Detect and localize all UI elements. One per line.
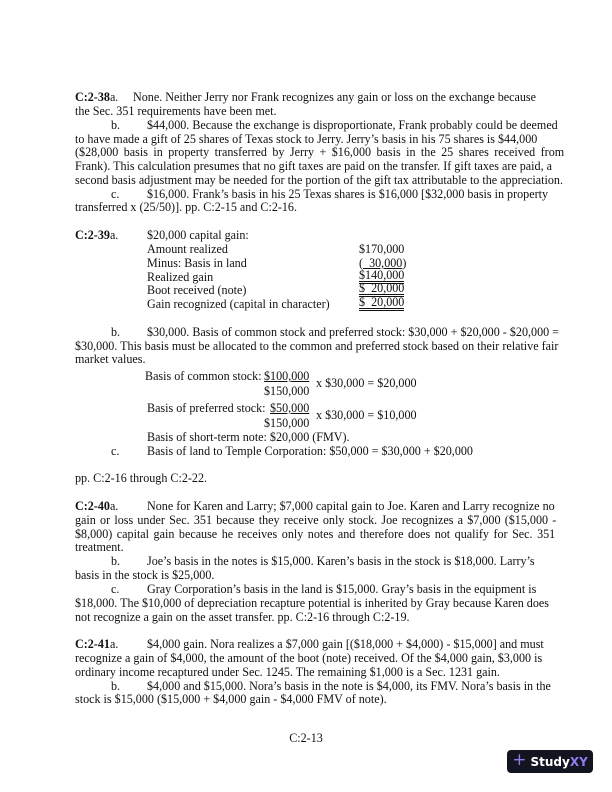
page-number: C:2-13 [289, 731, 323, 745]
part-label: a. [109, 637, 119, 651]
problem-id: C:2-38 [75, 90, 110, 104]
studyxy-badge[interactable] [507, 750, 593, 773]
answer-text: Basis of land to Temple Corporation: $50,000 = $30,000 + $20,000 [147, 444, 473, 458]
answer-heading: $20,000 capital gain: [147, 228, 249, 242]
answer-text: $30,000. This basis must be allocated to the common and preferred stock based on their relative fair [75, 339, 559, 353]
answer-text: None for Karen and Larry; $7,000 capital gain to Joe. Karen and Larry recognize no [147, 499, 555, 513]
answer-text: $44,000. Because the exchange is disproportionate, Frank probably could be deemed [147, 118, 558, 132]
answer-text: Gray Corporation’s basis in the land is $15,000. Gray’s basis in the equipment is [147, 582, 537, 596]
answer-text: recognize a gain of $4,000, the amount of the boot (note) received. Of the $4,000 gain, $3,000 is [75, 651, 543, 665]
problem-id: C:2-39 [75, 228, 110, 242]
answer-text: to have made a gift of 25 shares of Texas stock to Jerry. Jerry’s basis in his 75 shares is $44,000 [75, 132, 538, 146]
answer-text: the Sec. 351 requirements have been met. [75, 104, 277, 118]
answer-text: Frank). This calculation presumes that no gift taxes are paid on the transfer. If gift taxes are paid, a [75, 159, 552, 173]
answer-text: Joe’s basis in the notes is $15,000. Karen’s basis in the stock is $18,000. Larry’s [147, 554, 535, 568]
answer-text: basis in the stock is $25,000. [75, 568, 215, 582]
answer-text: stock is $15,000 ($15,000 + $4,000 gain - $4,000 FMV of note). [75, 692, 387, 706]
answer-text: transferred x (25/50)]. pp. C:2-15 and C:2-16. [75, 200, 298, 214]
note-basis: Basis of short-term note: $20,000 (FMV). [147, 430, 350, 444]
part-label: b. [111, 679, 121, 693]
fraction-denominator: $150,000 [264, 384, 310, 398]
part-label: c. [111, 582, 120, 596]
answer-text: $18,000. The $10,000 of depreciation recapture potential is inherited by Gray because Karen does [75, 596, 549, 610]
page-references: pp. C:2-16 through C:2-22. [75, 471, 208, 485]
answer-text: $4,000 and $15,000. Nora’s basis in the note is $4,000, its FMV. Nora’s basis in the [147, 679, 551, 693]
answer-text: ($28,000 basis in property transferred by Jerry + $16,000 basis in the 25 shares received from [75, 145, 565, 159]
plus-icon: + [512, 750, 527, 770]
fraction-denominator: $150,000 [264, 416, 310, 430]
allocation-result: x $30,000 = $10,000 [316, 408, 417, 422]
answer-text: None. Neither Jerry nor Frank recognizes any gain or loss on the exchange because [133, 90, 536, 104]
answer-text: not recognize a gain on the asset transfer. pp. C:2-16 through C:2-19. [75, 610, 410, 624]
part-label: a. [109, 90, 119, 104]
answer-text: treatment. [75, 540, 124, 554]
answer-text: second basis adjustment may be needed for the portion of the gift tax attributable to the appreciation. [75, 173, 563, 187]
problem-id: C:2-40 [75, 499, 110, 513]
answer-text: $4,000 gain. Nora realizes a $7,000 gain [($18,000 + $4,000) - $15,000] and must [147, 637, 544, 651]
fraction-numerator: $50,000 [270, 401, 310, 415]
brand-name: StudyXY [530, 754, 588, 769]
part-label: b. [111, 554, 121, 568]
answer-text: gain or loss under Sec. 351 because they receive only stock. Joe recognizes a $7,000 ($15,000 - [75, 513, 557, 527]
answer-text: ordinary income recaptured under Sec. 1245. The remaining $1,000 is a Sec. 1231 gain. [75, 665, 500, 679]
part-label: b. [111, 118, 121, 132]
answer-text: $30,000. Basis of common stock and preferred stock: $30,000 + $20,000 - $20,000 = [147, 325, 560, 339]
answer-text: $16,000. Frank’s basis in his 25 Texas shares is $16,000 [$32,000 basis in property [147, 187, 549, 201]
part-label: b. [111, 325, 121, 339]
answer-text: market values. [75, 352, 146, 366]
part-label: c. [111, 444, 120, 458]
fraction-numerator: $100,000 [264, 369, 310, 383]
allocation-result: x $30,000 = $20,000 [316, 376, 417, 390]
part-label: a. [109, 499, 119, 513]
problem-id: C:2-41 [75, 637, 110, 651]
part-label: c. [111, 187, 120, 201]
part-label: a. [109, 228, 119, 242]
answer-text: $8,000) capital gain because he receives only notes and therefore does not qualify for Sec. 351 [75, 527, 556, 541]
